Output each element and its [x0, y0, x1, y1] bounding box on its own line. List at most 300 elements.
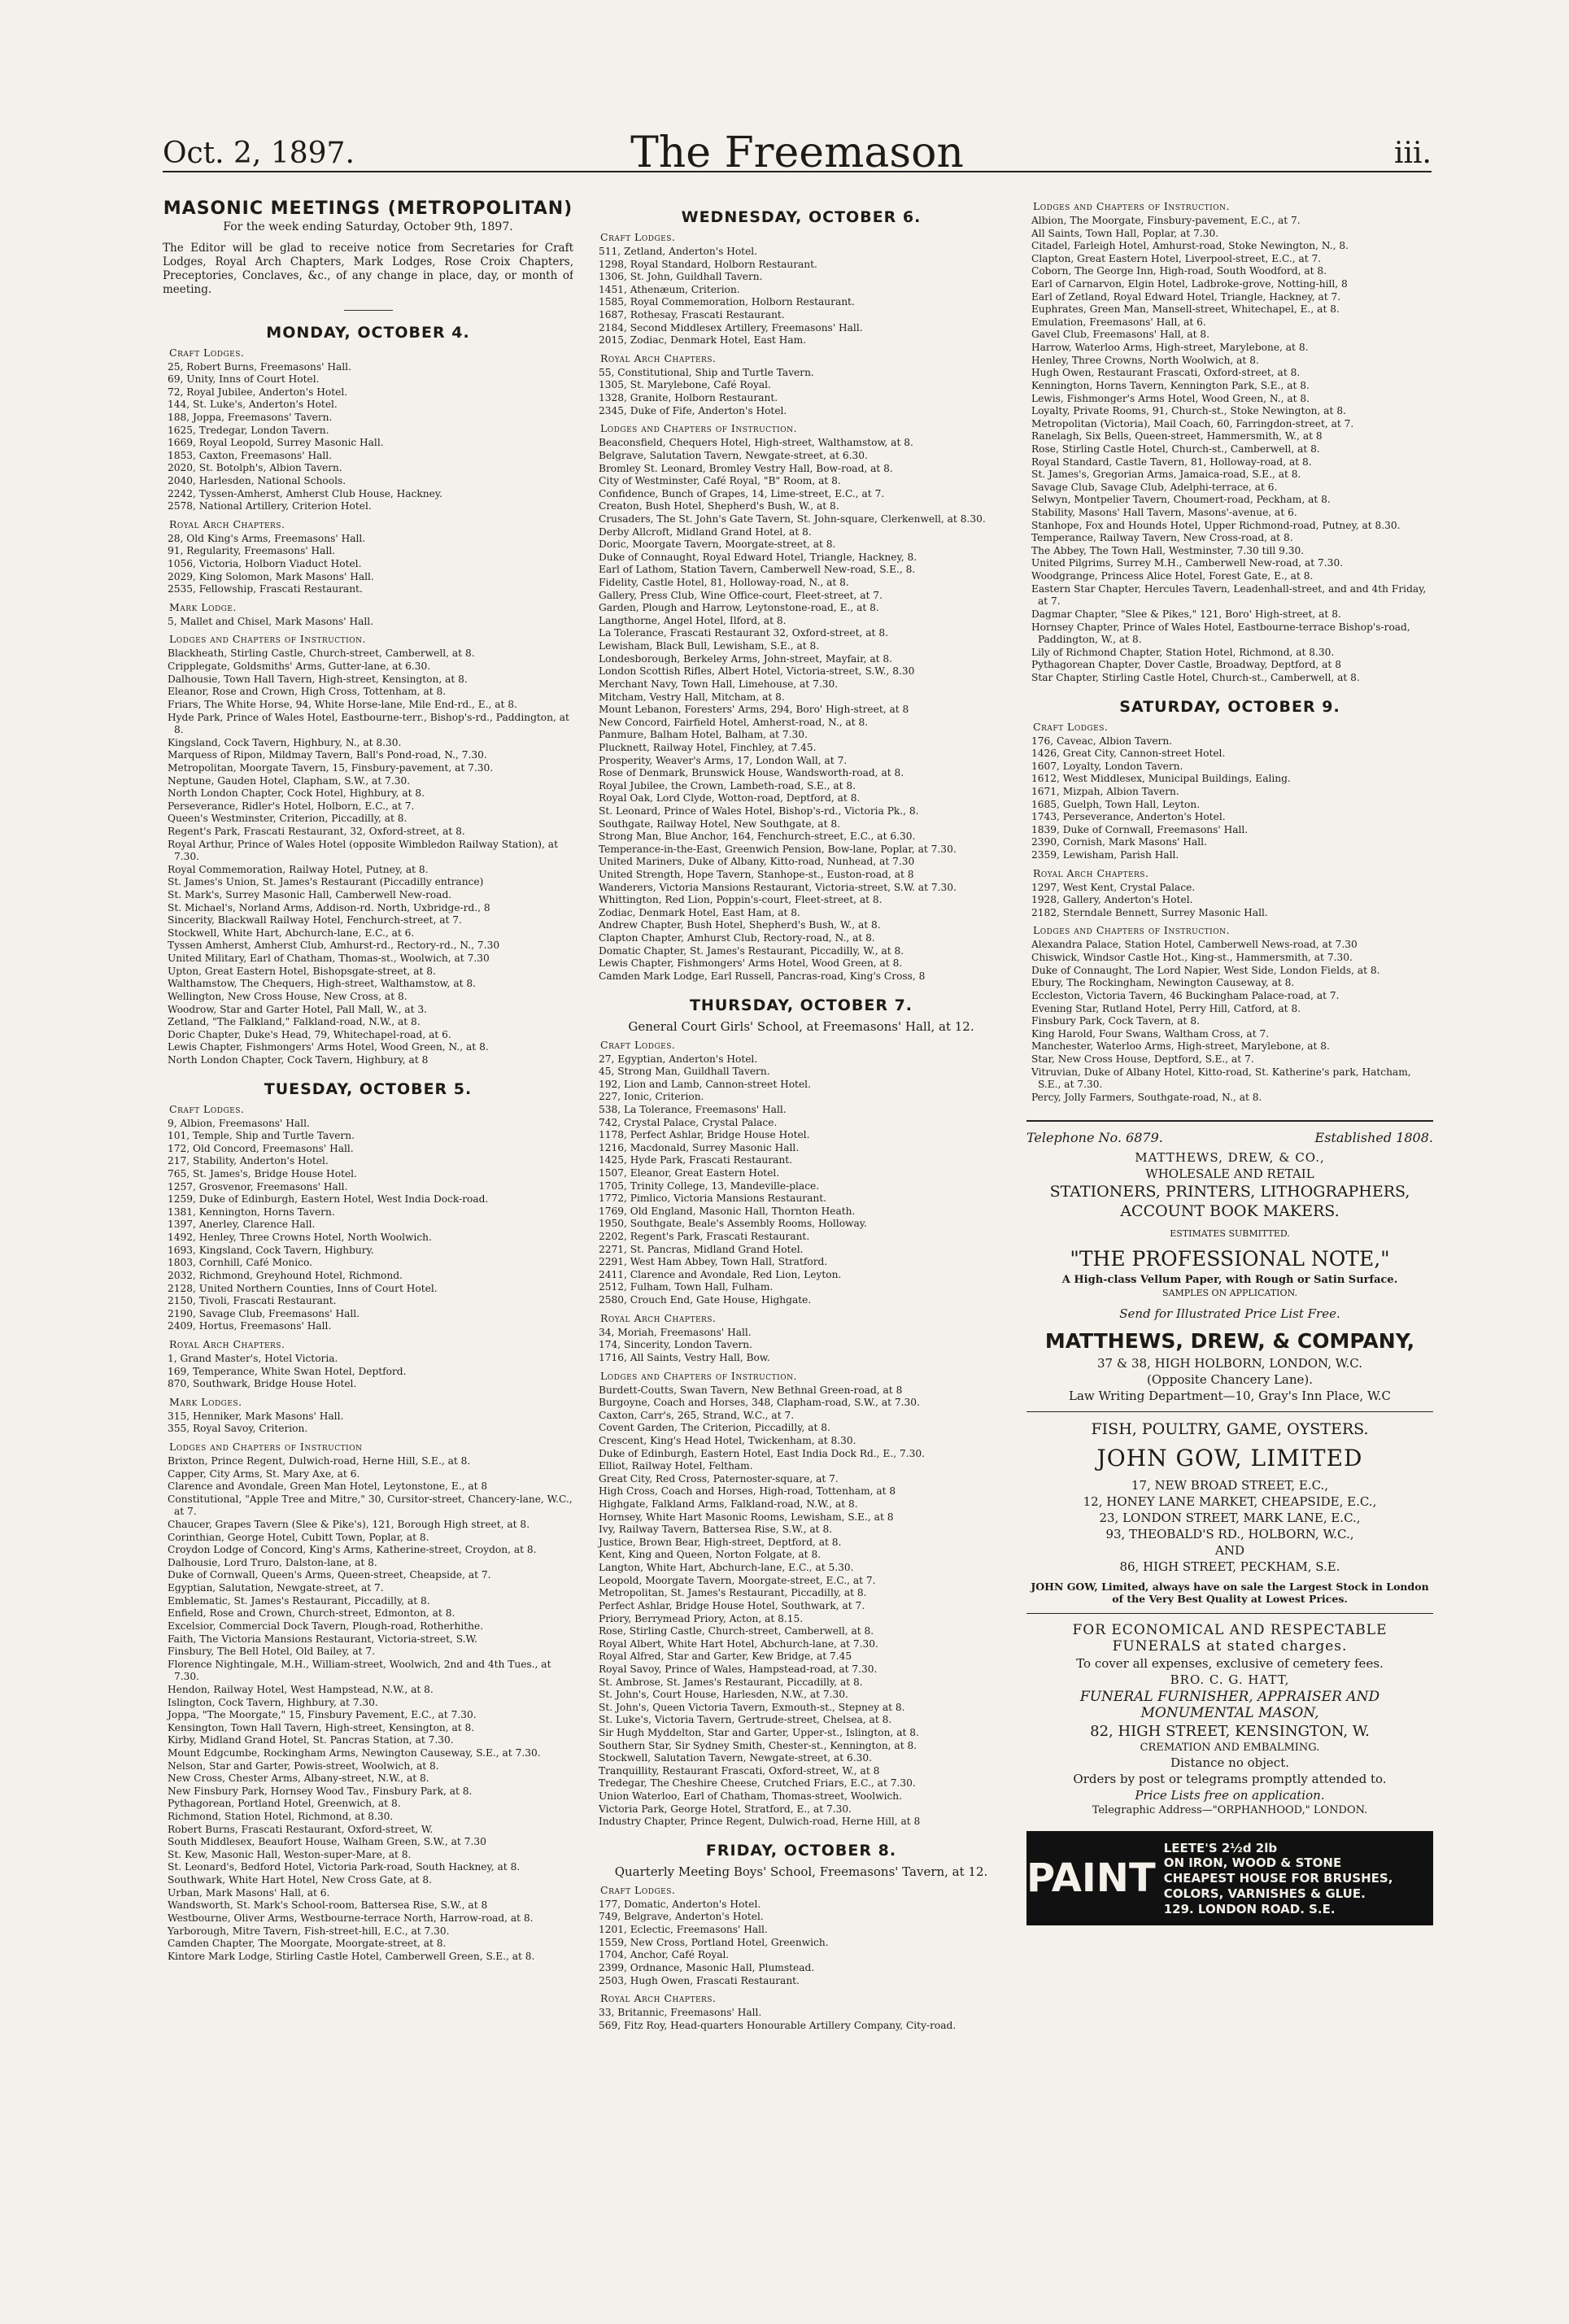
meeting-entry: Derby Allcroft, Midland Grand Hotel, at 8. [599, 525, 812, 538]
group-heading: Lodges and Chapters of Instruction [169, 1440, 363, 1453]
meeting-entry: London Scottish Rifles, Albert Hotel, Victoria-street, S.W., 8.30 [599, 665, 915, 678]
meeting-entry: 33, Britannic, Freemasons' Hall. [599, 2007, 762, 2019]
meeting-entry: 69, Unity, Inns of Court Hotel. [168, 373, 320, 386]
meeting-entry: St. John's, Queen Victoria Tavern, Exmouth-st., Stepney at 8. [599, 1701, 905, 1713]
paint-cheapest: CHEAPEST HOUSE FOR BRUSHES, COLORS, VARNISHES & GLUE. [1163, 1871, 1393, 1901]
divider [1026, 1613, 1433, 1614]
meeting-entry: 1704, Anchor, Café Royal. [599, 1949, 730, 1961]
meeting-entry: Marquess of Ripon, Mildmay Tavern, Ball's Pond-road, N., 7.30. [168, 749, 487, 761]
meeting-entry: Savage Club, Savage Club, Adelphi-terrace, at 6. [1031, 481, 1278, 493]
meeting-entry: Clapton Chapter, Amhurst Club, Rectory-road, N., at 8. [599, 932, 875, 944]
meeting-entry: Royal Standard, Castle Tavern, 81, Holloway-road, at 8. [1031, 456, 1312, 468]
meeting-entry: Duke of Edinburgh, Eastern Hotel, East India Dock Rd., E., 7.30. [599, 1447, 925, 1459]
group-heading: Lodges and Chapters of Instruction. [1033, 924, 1230, 937]
meeting-entry: Harrow, Waterloo Arms, High-street, Marylebone, at 8. [1031, 342, 1309, 354]
paint-surfaces: ON IRON, WOOD & STONE [1163, 1855, 1342, 1871]
meeting-entry: Blackheath, Stirling Castle, Church-street, Camberwell, at 8. [168, 647, 475, 660]
meeting-entry: Doric Chapter, Duke's Head, 79, Whitechapel-road, at 6. [168, 1028, 451, 1040]
meeting-entry: 2512, Fulham, Town Hall, Fulham. [599, 1281, 774, 1293]
day-saturday [1026, 698, 1433, 1105]
meeting-entry: Selwyn, Montpelier Tavern, Choumert-road, Peckham, at 8. [1031, 494, 1331, 506]
meeting-entry: Plucknett, Railway Hotel, Finchley, at 7.45. [599, 741, 817, 753]
meeting-entry: Duke of Connaught, The Lord Napier, West Side, London Fields, at 8. [1031, 964, 1380, 976]
gow-address-line: 86, HIGH STREET, PECKHAM, S.E. [1119, 1559, 1340, 1575]
meeting-entry: 91, Regularity, Freemasons' Hall. [168, 545, 336, 557]
gow-address-line: 12, HONEY LANE MARKET, CHEAPSIDE, E.C., [1083, 1494, 1377, 1510]
meeting-entry: Robert Burns, Frascati Restaurant, Oxford-street, W. [168, 1823, 434, 1835]
meeting-list [163, 616, 573, 629]
established-year: Established 1808. [1314, 1130, 1433, 1146]
meeting-entry: Kensington, Town Hall Tavern, High-street, Kensington, at 8. [168, 1721, 475, 1733]
hatt-sub: To cover all expenses, exclusive of cemetery fees. [1076, 1656, 1384, 1672]
meeting-entry: Domatic Chapter, St. James's Restaurant, Piccadilly, W., at 8. [599, 944, 904, 957]
meeting-entry: 227, Ionic, Criterion. [599, 1091, 704, 1103]
meeting-entry: Nelson, Star and Garter, Powis-street, Woolwich, at 8. [168, 1759, 439, 1772]
day-tuesday [163, 1080, 573, 1964]
day-wednesday [594, 208, 1009, 983]
company-name: MATTHEWS, DREW, & CO., [1135, 1150, 1325, 1166]
day-heading: MONDAY, OCTOBER 4. [266, 323, 470, 342]
meeting-entry: Gallery, Press Club, Wine Office-court, Fleet-street, at 7. [599, 589, 883, 601]
meeting-entry: Andrew Chapter, Bush Hotel, Shepherd's Bush, W., at 8. [599, 919, 881, 931]
meeting-entry: 2202, Regent's Park, Frascati Restaurant. [599, 1231, 810, 1243]
meeting-entry: Dalhousie, Town Hall Tavern, High-street, Kensington, at 8. [168, 673, 468, 685]
advert-matthews-drew [1026, 1120, 1433, 1403]
meeting-entry: Royal Savoy, Prince of Wales, Hampstead-road, at 7.30. [599, 1663, 878, 1675]
meeting-entry: 1381, Kennington, Horns Tavern. [168, 1206, 335, 1218]
group-heading: Royal Arch Chapters. [1033, 866, 1149, 879]
meeting-entry: Perfect Ashlar, Bridge House Hotel, Southwark, at 7. [599, 1599, 865, 1611]
meeting-list [594, 437, 1009, 983]
meeting-entry: Industry Chapter, Prince Regent, Dulwich-road, Herne Hill, at 8 [599, 1816, 921, 1828]
meeting-entry: North London Chapter, Cock Tavern, Highbury, at 8 [168, 1053, 429, 1066]
meeting-entry: 1669, Royal Leopold, Surrey Masonic Hall. [168, 437, 384, 449]
meeting-list [163, 361, 573, 513]
column-3 [1026, 195, 1433, 2286]
gow-headline: FISH, POULTRY, GAME, OYSTERS. [1091, 1420, 1369, 1439]
meeting-entry: 569, Fitz Roy, Head-quarters Honourable Artillery Company, City-road. [599, 2019, 957, 2031]
samples-line: SAMPLES ON APPLICATION. [1162, 1288, 1297, 1299]
meeting-entry: 765, St. James's, Bridge House Hotel. [168, 1168, 357, 1180]
meeting-entry: New Cross, Chester Arms, Albany-street, N.W., at 8. [168, 1772, 429, 1785]
meeting-entry: Confidence, Bunch of Grapes, 14, Lime-street, E.C., at 7. [599, 487, 885, 499]
meeting-entry: Royal Arthur, Prince of Wales Hotel (opposite Wimbledon Railway Station), at 7.30. [168, 838, 558, 863]
company-address: 37 & 38, HIGH HOLBORN, LONDON, W.C. [1096, 1356, 1363, 1371]
meeting-entry: Stanhope, Fox and Hounds Hotel, Upper Richmond-road, Putney, at 8.30. [1031, 519, 1401, 531]
meeting-entry: 192, Lion and Lamb, Cannon-street Hotel. [599, 1078, 811, 1090]
meeting-entry: Union Waterloo, Earl of Chatham, Thomas-street, Woolwich. [599, 1790, 903, 1803]
meeting-entry: Metropolitan, St. James's Restaurant, Piccadilly, at 8. [599, 1587, 867, 1599]
gow-address-line: 23, LONDON STREET, MARK LANE, E.C., [1099, 1511, 1361, 1526]
meeting-entry: Garden, Plough and Harrow, Leytonstone-road, E., at 8. [599, 602, 879, 614]
meeting-entry: 27, Egyptian, Anderton's Hotel. [599, 1053, 758, 1065]
meeting-entry: 2150, Tivoli, Frascati Restaurant. [168, 1295, 337, 1307]
meeting-entry: Woodgrange, Princess Alice Hotel, Forest Gate, E., at 8. [1031, 570, 1314, 582]
meeting-entry: Eastern Star Chapter, Hercules Tavern, Leadenhall-street, and and 4th Friday, at 7. [1031, 582, 1427, 608]
group-heading: Craft Lodges. [169, 346, 245, 359]
meeting-entry: 355, Royal Savoy, Criterion. [168, 1423, 308, 1435]
meeting-entry: Queen's Westminster, Criterion, Piccadilly, at 8. [168, 813, 408, 825]
hatt-name: BRO. C. G. HATT, [1170, 1672, 1290, 1688]
meeting-entry: Rose of Denmark, Brunswick House, Wandsworth-road, at 8. [599, 767, 904, 779]
hatt-telegraphic: Telegraphic Address—"ORPHANHOOD," LONDON. [1092, 1804, 1368, 1817]
meeting-entry: 2190, Savage Club, Freemasons' Hall. [168, 1307, 360, 1319]
meeting-entry: St. Luke's, Victoria Tavern, Gertrude-street, Chelsea, at 8. [599, 1714, 892, 1726]
hatt-price-lists: Price Lists free on application. [1135, 1788, 1325, 1803]
meeting-entry: New Concord, Fairfield Hotel, Amherst-road, N., at 8. [599, 716, 869, 728]
meeting-entry: 1853, Caxton, Freemasons' Hall. [168, 449, 333, 461]
gow-address-line: 17, NEW BROAD STREET, E.C., [1131, 1478, 1329, 1493]
meeting-entry: Hornsey, White Hart Masonic Rooms, Lewisham, S.E., at 8 [599, 1511, 894, 1523]
meeting-entry: New Finsbury Park, Hornsey Wood Tav., Finsbury Park, at 8. [168, 1785, 473, 1797]
meeting-entry: Wanderers, Victoria Mansions Restaurant, Victoria-street, S.W. at 7.30. [599, 881, 957, 893]
meeting-entry: Langthorne, Angel Hotel, Ilford, at 8. [599, 614, 787, 626]
meeting-entry: Kent, King and Queen, Norton Folgate, at 8. [599, 1549, 822, 1561]
meeting-entry: 315, Henniker, Mark Masons' Hall. [168, 1410, 344, 1422]
meeting-entry: Perseverance, Ridler's Hotel, Holborn, E.C., at 7. [168, 800, 415, 812]
meeting-entry: 45, Strong Man, Guildhall Tavern. [599, 1066, 770, 1078]
meeting-entry: Cripplegate, Goldsmiths' Arms, Gutter-lane, at 6.30. [168, 661, 431, 673]
meeting-entry: Brixton, Prince Regent, Dulwich-road, Herne Hill, S.E., at 8. [168, 1454, 471, 1467]
meeting-list [594, 1899, 1009, 1987]
product-description: A High-class Vellum Paper, with Rough or Satin Surface. [1061, 1274, 1398, 1287]
meeting-entry: Urban, Mark Masons' Hall, at 6. [168, 1886, 330, 1899]
meeting-entry: 2020, St. Botolph's, Albion Tavern. [168, 462, 342, 474]
meeting-entry: 1492, Henley, Three Crowns Hotel, North Woolwich. [168, 1232, 432, 1244]
meeting-entry: St. James's Union, St. James's Restaurant (Piccadilly entrance) [168, 876, 484, 888]
meeting-entry: Mount Lebanon, Foresters' Arms, 294, Boro' High-street, at 8 [599, 704, 909, 716]
meeting-entry: 28, Old King's Arms, Freemasons' Hall. [168, 532, 366, 544]
section-subtitle: For the week ending Saturday, October 9th, 1897. [223, 220, 513, 233]
meeting-entry: 1693, Kingsland, Cock Tavern, Highbury. [168, 1244, 374, 1256]
meeting-entry: 1687, Rothesay, Frascati Restaurant. [599, 309, 785, 321]
meeting-entry: Kennington, Horns Tavern, Kennington Park, S.E., at 8. [1031, 379, 1310, 391]
meeting-list [163, 1411, 573, 1436]
meeting-entry: Coborn, The George Inn, High-road, South Woodford, at 8. [1031, 265, 1327, 277]
gow-company-name: JOHN GOW, LIMITED [1096, 1445, 1363, 1472]
meeting-entry: Temperance-in-the-East, Greenwich Pension, Bow-lane, Poplar, at 7.30. [599, 843, 957, 855]
meeting-entry: 174, Sincerity, London Tavern. [599, 1339, 753, 1351]
meeting-entry: Prosperity, Weaver's Arms, 17, London Wall, at 7. [599, 754, 848, 766]
hatt-orders: Orders by post or telegrams promptly attended to. [1073, 1772, 1387, 1787]
meeting-entry: Stockwell, Salutation Tavern, Newgate-street, at 6.30. [599, 1752, 873, 1764]
meeting-entry: 2184, Second Middlesex Artillery, Freemasons' Hall. [599, 321, 863, 334]
trade-line-2: STATIONERS, PRINTERS, LITHOGRAPHERS, [1049, 1183, 1410, 1201]
meeting-entry: Elliot, Railway Hotel, Feltham. [599, 1460, 753, 1472]
meeting-entry: 217, Stability, Anderton's Hotel. [168, 1155, 329, 1167]
meeting-entry: 2040, Harlesden, National Schools. [168, 474, 346, 486]
meeting-entry: St. Ambrose, St. James's Restaurant, Piccadilly, at 8. [599, 1676, 863, 1688]
meeting-entry: St. James's, Gregorian Arms, Jamaica-road, S.E., at 8. [1031, 469, 1301, 481]
page-number: iii. [1394, 137, 1432, 170]
meeting-entry: Alexandra Palace, Station Hotel, Camberwell News-road, at 7.30 [1031, 939, 1358, 951]
meeting-entry: 5, Mallet and Chisel, Mark Masons' Hall. [168, 615, 374, 627]
meeting-entry: Londesborough, Berkeley Arms, John-street, Mayfair, at 8. [599, 652, 893, 665]
meeting-entry: Royal Albert, White Hart Hotel, Abchurch-lane, at 7.30. [599, 1637, 878, 1650]
meeting-entry: 1559, New Cross, Portland Hotel, Greenwich. [599, 1936, 829, 1948]
meeting-list [163, 1455, 573, 1963]
meeting-entry: 2182, Sterndale Bennett, Surrey Masonic Hall. [1031, 906, 1268, 918]
meeting-entry: Royal Oak, Lord Clyde, Wotton-road, Deptford, at 8. [599, 792, 861, 804]
meeting-entry: 1216, Macdonald, Surrey Masonic Hall. [599, 1141, 800, 1153]
meeting-entry: 34, Moriah, Freemasons' Hall. [599, 1326, 752, 1338]
advert-hatt [1026, 1622, 1433, 1816]
meeting-entry: 1, Grand Master's, Hotel Victoria. [168, 1352, 338, 1364]
meeting-entry: Camden Mark Lodge, Earl Russell, Pancras-road, King's Cross, 8 [599, 970, 926, 982]
meeting-entry: 101, Temple, Ship and Turtle Tavern. [168, 1130, 355, 1142]
column-1 [163, 195, 573, 2286]
meeting-entry: Egyptian, Salutation, Newgate-street, at 7. [168, 1582, 384, 1594]
paint-word: PAINT [1026, 1855, 1156, 1902]
meeting-entry: United Mariners, Duke of Albany, Kitto-road, Nunhead, at 7.30 [599, 856, 915, 868]
meeting-entry: Southern Star, Sir Sydney Smith, Chester-st., Kennington, at 8. [599, 1739, 917, 1751]
group-heading: Craft Lodges. [600, 1038, 676, 1051]
day-friday-continued [1026, 200, 1433, 685]
meeting-entry: 2359, Lewisham, Parish Hall. [1031, 849, 1179, 861]
meeting-entry: Caxton, Carr's, 265, Strand, W.C., at 7. [599, 1409, 795, 1421]
page-header [163, 129, 1432, 177]
editor-notice: The Editor will be glad to receive notice from Secretaries for Craft Lodges, Royal Arch Chapters, Mark Lodges, Rose Croix Chapters, Preceptories, Conclaves, &c., of any change in place, day, or month of meeting. [163, 242, 573, 296]
meeting-entry: 1297, West Kent, Crystal Palace. [1031, 881, 1196, 893]
meeting-entry: Lewis Chapter, Fishmongers' Arms Hotel, Wood Green, at 8. [599, 957, 903, 970]
meeting-entry: King Harold, Four Swans, Waltham Cross, at 7. [1031, 1027, 1270, 1040]
masthead-title: The Freemason [630, 129, 964, 177]
advert-leetes-paint [1026, 1831, 1433, 1925]
meeting-entry: 1259, Duke of Edinburgh, Eastern Hotel, West India Dock-road. [168, 1193, 489, 1206]
day-heading: FRIDAY, OCTOBER 8. [705, 1841, 897, 1860]
meeting-entry: Highgate, Falkland Arms, Falkland-road, N.W., at 8. [599, 1498, 858, 1511]
meeting-entry: Hyde Park, Prince of Wales Hotel, Eastbourne-terr., Bishop's-rd., Paddington, at 8. [168, 711, 569, 736]
meeting-entry: 176, Caveac, Albion Tavern. [1031, 735, 1173, 747]
day-note: Quarterly Meeting Boys' School, Freemasons' Tavern, at 12. [614, 1864, 988, 1879]
meeting-entry: 1612, West Middlesex, Municipal Buildings, Ealing. [1031, 773, 1291, 785]
meeting-entry: 2578, National Artillery, Criterion Hotel. [168, 500, 372, 512]
meeting-entry: Zodiac, Denmark Hotel, East Ham, at 8. [599, 906, 800, 918]
meeting-entry: La Tolerance, Frascati Restaurant 32, Oxford-street, at 8. [599, 627, 888, 639]
meeting-entry: Sincerity, Blackwall Railway Hotel, Fenchurch-street, at 7. [168, 914, 462, 927]
meeting-entry: 1705, Trinity College, 13, Mandeville-place. [599, 1179, 820, 1192]
meeting-entry: Emulation, Freemasons' Hall, at 6. [1031, 316, 1206, 328]
day-monday [163, 324, 573, 1067]
meeting-entry: Earl of Carnarvon, Elgin Hotel, Ladbroke-grove, Notting-hill, 8 [1031, 278, 1348, 290]
meeting-entry: 1305, St. Marylebone, Café Royal. [599, 379, 771, 391]
meeting-entry: Great City, Red Cross, Paternoster-square, at 7. [599, 1472, 839, 1485]
meeting-entry: Leopold, Moorgate Tavern, Moorgate-street, E.C., at 7. [599, 1574, 876, 1586]
meeting-entry: 25, Robert Burns, Freemasons' Hall. [168, 360, 351, 373]
meeting-entry: Enfield, Rose and Crown, Church-street, Edmonton, at 8. [168, 1607, 455, 1620]
meeting-entry: All Saints, Town Hall, Poplar, at 7.30. [1031, 227, 1219, 239]
meeting-entry: 177, Domatic, Anderton's Hotel. [599, 1898, 761, 1910]
meeting-entry: Gavel Club, Freemasons' Hall, at 8. [1031, 329, 1210, 341]
meeting-entry: Creaton, Bush Hotel, Shepherd's Bush, W., at 8. [599, 500, 839, 512]
meeting-entry: Euphrates, Green Man, Mansell-street, Whitechapel, E., at 8. [1031, 303, 1340, 316]
meeting-entry: Earl of Lathom, Station Tavern, Camberwell New-road, S.E., 8. [599, 564, 916, 576]
meeting-list [594, 246, 1009, 347]
meeting-list [1026, 215, 1433, 685]
group-heading: Craft Lodges. [1033, 720, 1109, 733]
meeting-entry: 2015, Zodiac, Denmark Hotel, East Ham. [599, 334, 807, 347]
day-thursday [594, 996, 1009, 1829]
meeting-entry: Islington, Cock Tavern, Highbury, at 7.30. [168, 1696, 378, 1708]
meeting-entry: Beaconsfield, Chequers Hotel, High-street, Walthamstow, at 8. [599, 437, 913, 449]
advert-matthews-topline [1026, 1120, 1433, 1145]
meeting-entry: Burdett-Coutts, Swan Tavern, New Bethnal Green-road, at 8 [599, 1384, 903, 1396]
meeting-entry: Chiswick, Windsor Castle Hot., King-st., Hammersmith, at 7.30. [1031, 952, 1353, 964]
meeting-entry: Strong Man, Blue Anchor, 164, Fenchurch-street, E.C., at 6.30. [599, 831, 916, 843]
meeting-entry: Clapton, Great Eastern Hotel, Liverpool-street, E.C., at 7. [1031, 252, 1322, 264]
meeting-entry: Clarence and Avondale, Green Man Hotel, Leytonstone, E., at 8 [168, 1480, 488, 1493]
meeting-entry: Kintore Mark Lodge, Stirling Castle Hotel, Camberwell Green, S.E., at 8. [168, 1950, 535, 1962]
meeting-entry: 1298, Royal Standard, Holborn Restaurant. [599, 258, 817, 270]
meeting-entry: Duke of Connaught, Royal Edward Hotel, Triangle, Hackney, 8. [599, 551, 917, 563]
meeting-entry: 2503, Hugh Owen, Frascati Restaurant. [599, 1974, 800, 1986]
group-heading: Royal Arch Chapters. [169, 517, 285, 530]
day-heading: SATURDAY, OCTOBER 9. [1119, 697, 1340, 716]
meeting-entry: Wandsworth, St. Mark's School-room, Battersea Rise, S.W., at 8 [168, 1899, 488, 1912]
meeting-entry: 1397, Anerley, Clarence Hall. [168, 1219, 316, 1231]
hatt-distance: Distance no object. [1170, 1755, 1289, 1771]
meeting-entry: Tredegar, The Cheshire Cheese, Crutched Friars, E.C., at 7.30. [599, 1777, 916, 1790]
meeting-entry: Regent's Park, Frascati Restaurant, 32, Oxford-street, at 8. [168, 826, 465, 837]
meeting-entry: 2271, St. Pancras, Midland Grand Hotel. [599, 1243, 804, 1255]
meeting-entry: Friars, The White Horse, 94, White Horse-lane, Mile End-rd., E., at 8. [168, 698, 517, 710]
day-heading: TUESDAY, OCTOBER 5. [264, 1079, 473, 1098]
meeting-entry: Royal Jubilee, the Crown, Lambeth-road, S.E., at 8. [599, 779, 856, 791]
meeting-entry: Eleanor, Rose and Crown, High Cross, Tottenham, at 8. [168, 686, 447, 698]
meeting-list [594, 367, 1009, 417]
group-heading: Mark Lodges. [169, 1395, 242, 1408]
meeting-entry: Evening Star, Rutland Hotel, Perry Hill, Catford, at 8. [1031, 1002, 1301, 1014]
group-heading: Mark Lodge. [169, 600, 237, 613]
meeting-entry: Ivy, Railway Tavern, Battersea Rise, S.W., at 8. [599, 1524, 833, 1536]
meeting-entry: Lewisham, Black Bull, Lewisham, S.E., at 8. [599, 640, 820, 652]
paint-address: 129. LONDON ROAD. S.E. [1163, 1901, 1336, 1916]
meeting-entry: 1950, Southgate, Beale's Assembly Rooms, Holloway. [599, 1218, 867, 1230]
meeting-entry: City of Westminster, Café Royal, "B" Room, at 8. [599, 475, 841, 487]
meeting-entry: Loyalty, Private Rooms, 91, Church-st., Stoke Newington, at 8. [1031, 405, 1346, 417]
meeting-entry: St. Mark's, Surrey Masonic Hall, Camberwell New-road. [168, 889, 452, 901]
meeting-entry: Florence Nightingale, M.H., William-street, Woolwich, 2nd and 4th Tues., at 7.30. [168, 1658, 551, 1683]
gow-addresses [1026, 1478, 1433, 1574]
meeting-entry: 1839, Duke of Cornwall, Freemasons' Hall. [1031, 823, 1249, 835]
meeting-entry: United Military, Earl of Chatham, Thomas-st., Woolwich, at 7.30 [168, 953, 490, 965]
meeting-entry: Star, New Cross House, Deptford, S.E., at 7. [1031, 1053, 1254, 1065]
meeting-entry: Finsbury, The Bell Hotel, Old Bailey, at 7. [168, 1646, 376, 1658]
telephone-number: Telephone No. 6879. [1026, 1130, 1163, 1146]
meeting-entry: Tyssen Amherst, Amherst Club, Amhurst-rd., Rectory-rd., N., 7.30 [168, 940, 500, 952]
meeting-entry: Rose, Stirling Castle, Church-street, Camberwell, at 8. [599, 1625, 874, 1637]
estimates-line: ESTIMATES SUBMITTED. [1170, 1228, 1290, 1240]
group-heading: Royal Arch Chapters. [600, 1992, 717, 2005]
meeting-entry: 1607, Loyalty, London Tavern. [1031, 760, 1183, 772]
meeting-entry: Pythagorean Chapter, Dover Castle, Broadway, Deptford, at 8 [1031, 659, 1341, 671]
meeting-entry: Mount Edgcumbe, Rockingham Arms, Newington Causeway, S.E., at 7.30. [168, 1747, 541, 1759]
meeting-entry: 2399, Ordnance, Masonic Hall, Plumstead. [599, 1961, 815, 1973]
meeting-entry: Royal Alfred, Star and Garter, Kew Bridge, at 7.45 [599, 1650, 852, 1663]
meeting-list [594, 1384, 1009, 1829]
meeting-entry: South Middlesex, Beaufort House, Walham Green, S.W., at 7.30 [168, 1836, 486, 1848]
meeting-entry: Camden Chapter, The Moorgate, Moorgate-street, at 8. [168, 1938, 447, 1950]
meeting-entry: Constitutional, "Apple Tree and Mitre," 30, Cursitor-street, Chancery-lane, W.C., at 7. [168, 1493, 573, 1518]
meeting-list [1026, 882, 1433, 920]
meeting-entry: 749, Belgrave, Anderton's Hotel. [599, 1911, 764, 1923]
meeting-entry: 1426, Great City, Cannon-street Hotel. [1031, 748, 1226, 760]
gow-address-line: AND [1215, 1543, 1244, 1559]
meeting-entry: St. Kew, Masonic Hall, Weston-super-Mare, at 8. [168, 1848, 412, 1860]
meeting-entry: 1769, Old England, Masonic Hall, Thornton Heath. [599, 1205, 856, 1217]
meeting-entry: Hugh Owen, Restaurant Frascati, Oxford-street, at 8. [1031, 367, 1301, 379]
gow-footer: JOHN GOW, Limited, always have on sale the Largest Stock in London of the Very Best Quality at Lowest Prices. [1031, 1581, 1429, 1606]
meeting-entry: St. Michael's, Norland Arms, Addison-rd. North, Uxbridge-rd., 8 [168, 901, 490, 913]
meeting-entry: Merchant Navy, Town Hall, Limehouse, at 7.30. [599, 678, 839, 690]
trade-line-1: WHOLESALE AND RETAIL [1145, 1166, 1314, 1182]
meeting-entry: Capper, City Arms, St. Mary Axe, at 6. [168, 1467, 360, 1480]
meeting-entry: Lewis Chapter, Fishmongers' Arms Hotel, Wood Green, N., at 8. [168, 1041, 489, 1053]
meeting-entry: 2411, Clarence and Avondale, Red Lion, Leyton. [599, 1268, 842, 1280]
meeting-entry: The Abbey, The Town Hall, Westminster, 7.30 till 9.30. [1031, 544, 1305, 556]
meeting-entry: Faith, The Victoria Mansions Restaurant, Victoria-street, S.W. [168, 1633, 477, 1645]
group-heading: Craft Lodges. [600, 1883, 676, 1896]
meeting-entry: 2032, Richmond, Greyhound Hotel, Richmond. [168, 1269, 403, 1281]
meeting-entry: Southgate, Railway Hotel, New Southgate, at 8. [599, 818, 840, 830]
meeting-entry: Rose, Stirling Castle Hotel, Church-st., Camberwell, at 8. [1031, 443, 1320, 455]
meeting-entry: Kingsland, Cock Tavern, Highbury, N., at 8.30. [168, 736, 402, 748]
meeting-entry: 188, Joppa, Freemasons' Tavern. [168, 411, 333, 423]
meeting-entry: Priory, Berrymead Priory, Acton, at 8.15. [599, 1612, 804, 1624]
meeting-entry: 1056, Victoria, Holborn Viaduct Hotel. [168, 558, 362, 570]
group-heading: Lodges and Chapters of Instruction. [600, 422, 797, 435]
meeting-entry: 2535, Fellowship, Frascati Restaurant. [168, 583, 363, 595]
meeting-entry: 538, La Tolerance, Freemasons' Hall. [599, 1103, 787, 1115]
meeting-entry: Westbourne, Oliver Arms, Westbourne-terrace North, Harrow-road, at 8. [168, 1912, 534, 1924]
hatt-headline: FOR ECONOMICAL AND RESPECTABLE FUNERALS at stated charges. [1072, 1622, 1388, 1655]
professional-note-title: "THE PROFESSIONAL NOTE," [1070, 1247, 1390, 1271]
day-friday [594, 1842, 1009, 2032]
hatt-trade: FUNERAL FURNISHER, APPRAISER AND MONUMENTAL MASON, [1079, 1689, 1380, 1722]
company-opposite: (Opposite Chancery Lane). [1146, 1372, 1314, 1388]
meeting-entry: Zetland, "The Falkland," Falkland-road, N.W., at 8. [168, 1016, 421, 1028]
meeting-entry: Pythagorean, Portland Hotel, Greenwich, at 8. [168, 1798, 401, 1810]
trade-line-3: ACCOUNT BOOK MAKERS. [1120, 1202, 1340, 1221]
group-heading: Craft Lodges. [600, 231, 676, 243]
meeting-entry: Stability, Masons' Hall Tavern, Masons'-avenue, at 6. [1031, 507, 1297, 519]
meeting-entry: Metropolitan (Victoria), Mail Coach, 60, Farringdon-street, at 7. [1031, 417, 1354, 429]
meeting-entry: Stockwell, White Hart, Abchurch-lane, E.C., at 6. [168, 927, 415, 939]
meeting-entry: 169, Temperance, White Swan Hotel, Deptford. [168, 1365, 407, 1377]
meeting-entry: Earl of Zetland, Royal Edward Hotel, Triangle, Hackney, at 7. [1031, 290, 1341, 303]
meeting-entry: St. Leonard, Prince of Wales Hotel, Bishop's-rd., Victoria Pk., 8. [599, 804, 919, 817]
meeting-entry: Panmure, Balham Hotel, Balham, at 7.30. [599, 729, 808, 741]
meeting-entry: 2390, Cornish, Mark Masons' Hall. [1031, 836, 1207, 848]
meeting-entry: Lily of Richmond Chapter, Station Hotel, Richmond, at 8.30. [1031, 646, 1335, 658]
meeting-entry: 2580, Crouch End, Gate House, Highgate. [599, 1294, 812, 1306]
meeting-entry: Tranquillity, Restaurant Frascati, Oxford-street, W., at 8 [599, 1764, 880, 1777]
meeting-entry: North London Chapter, Cock Hotel, Highbury, at 8. [168, 787, 425, 800]
group-heading: Royal Arch Chapters. [169, 1337, 285, 1350]
meeting-entry: Eccleston, Victoria Tavern, 46 Buckingham Palace-road, at 7. [1031, 989, 1340, 1001]
meeting-entry: 2409, Hortus, Freemasons' Hall. [168, 1320, 332, 1332]
meeting-entry: Ranelagh, Six Bells, Queen-street, Hammersmith, W., at 8 [1031, 430, 1323, 443]
meeting-entry: Richmond, Station Hotel, Richmond, at 8.30. [168, 1811, 394, 1823]
meeting-entry: United Pilgrims, Surrey M.H., Camberwell New-road, at 7.30. [1031, 557, 1344, 569]
meeting-entry: Joppa, "The Moorgate," 15, Finsbury Pavement, E.C., at 7.30. [168, 1709, 477, 1721]
meeting-entry: 9, Albion, Freemasons' Hall. [168, 1117, 310, 1129]
meeting-entry: United Strength, Hope Tavern, Stanhope-st., Euston-road, at 8 [599, 869, 914, 881]
meeting-entry: Yarborough, Mitre Tavern, Fish-street-hill, E.C., at 7.30. [168, 1925, 450, 1937]
paint-details [1164, 1841, 1433, 1917]
meeting-entry: 1178, Perfect Ashlar, Bridge House Hotel. [599, 1129, 810, 1141]
meeting-entry: St. Leonard's, Bedford Hotel, Victoria Park-road, South Hackney, at 8. [168, 1861, 521, 1873]
